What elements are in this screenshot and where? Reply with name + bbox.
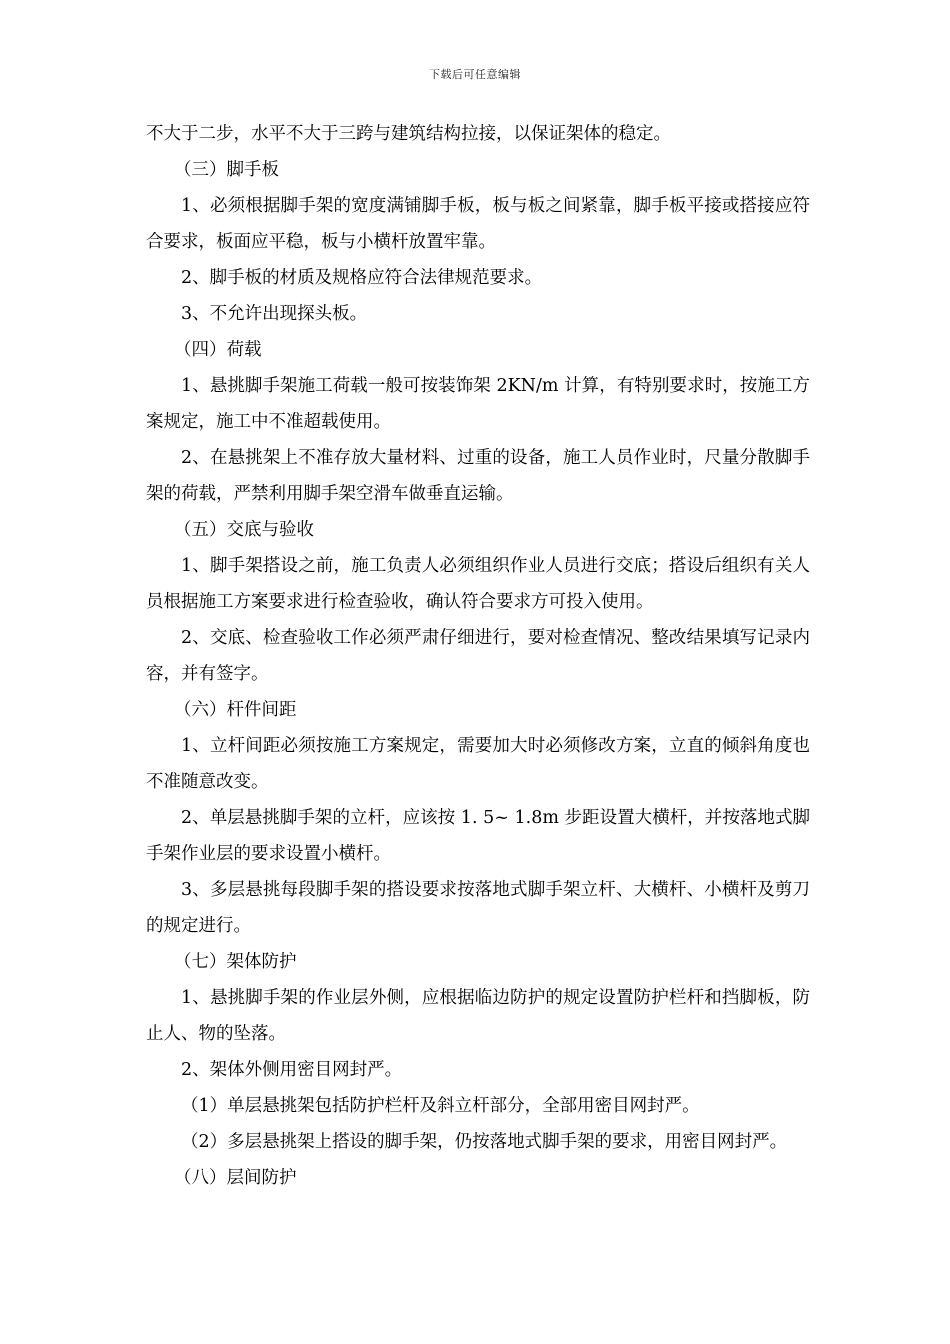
paragraph: （2）多层悬挑架上搭设的脚手架，仍按落地式脚手架的要求，用密目网封严。 xyxy=(181,1132,788,1152)
section-heading-7: （七）架体防护 xyxy=(174,952,297,972)
section-heading-8: （八）层间防护 xyxy=(174,1168,297,1188)
paragraph: 2、脚手板的材质及规格应符合法律规范要求。 xyxy=(181,268,543,288)
section-heading-5: （五）交底与验收 xyxy=(174,520,314,540)
paragraph: 2、架体外侧用密目网封严。 xyxy=(181,1060,403,1080)
section-heading-6: （六）杆件间距 xyxy=(174,700,297,720)
paragraph: 1、必须根据脚手架的宽度满铺脚手板，板与板之间紧靠，脚手板平接或搭接应符合要求，板面应平稳，板与小横杆放置牢靠。 xyxy=(146,196,810,252)
page-header: 下载后可任意编辑 xyxy=(429,68,521,81)
paragraph: 1、悬挑脚手架的作业层外侧，应根据临边防护的规定设置防护栏杆和挡脚板，防止人、物的坠落。 xyxy=(146,988,810,1044)
section-heading-4: （四）荷载 xyxy=(174,340,262,360)
paragraph: 3、不允许出现探头板。 xyxy=(181,304,368,324)
paragraph: 2、交底、检查验收工作必须严肃仔细进行，要对检查情况、整改结果填写记录内容，并有签字。 xyxy=(146,628,810,684)
paragraph: 1、悬挑脚手架施工荷载一般可按装饰架 2KN/m 计算，有特别要求时，按施工方案规定，施工中不准超载使用。 xyxy=(146,376,810,432)
paragraph: （1）单层悬挑架包括防护栏杆及斜立杆部分，全部用密目网封严。 xyxy=(181,1096,700,1116)
paragraph: 1、立杆间距必须按施工方案规定，需要加大时必须修改方案，立直的倾斜角度也不准随意改变。 xyxy=(146,736,810,792)
document-body xyxy=(146,116,810,1196)
section-heading-3: （三）脚手板 xyxy=(174,160,279,180)
paragraph: 2、单层悬挑脚手架的立杆，应该按 1. 5~ 1.8m 步距设置大横杆，并按落地式脚手架作业层的要求设置小横杆。 xyxy=(146,808,810,864)
paragraph-continuation: 不大于二步，水平不大于三跨与建筑结构拉接，以保证架体的稳定。 xyxy=(146,124,671,144)
paragraph: 2、在悬挑架上不准存放大量材料、过重的设备，施工人员作业时，尺量分散脚手架的荷载，严禁利用脚手架空滑车做垂直运输。 xyxy=(146,448,810,504)
paragraph: 1、脚手架搭设之前，施工负责人必须组织作业人员进行交底；搭设后组织有关人员根据施工方案要求进行检查验收，确认符合要求方可投入使用。 xyxy=(146,556,810,612)
paragraph: 3、多层悬挑每段脚手架的搭设要求按落地式脚手架立杆、大横杆、小横杆及剪刀的规定进行。 xyxy=(146,880,810,936)
